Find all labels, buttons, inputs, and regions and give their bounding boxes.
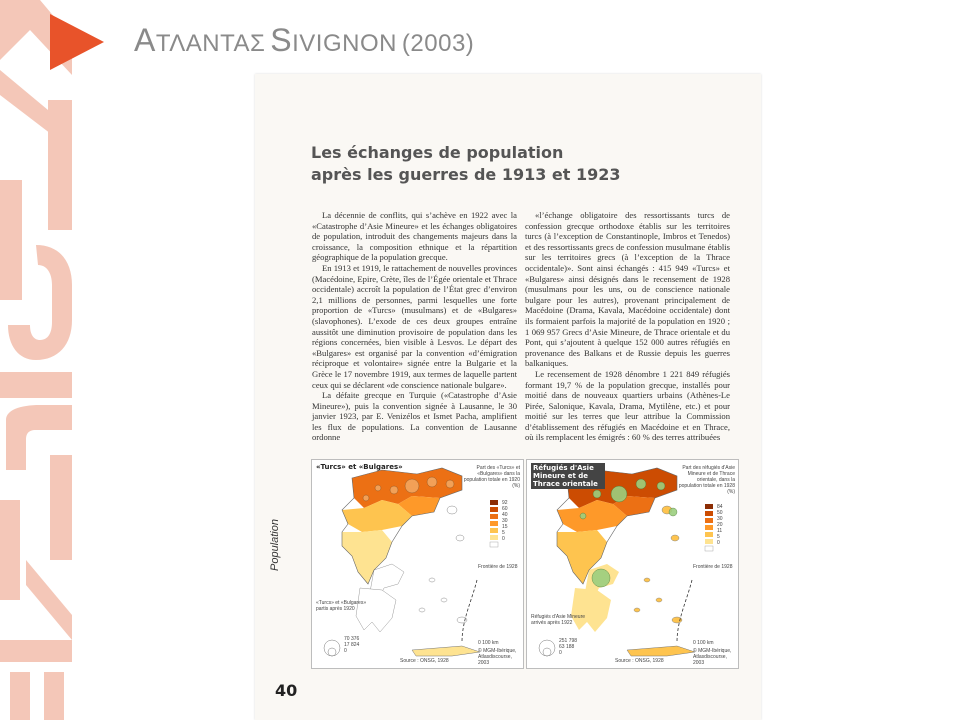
map-left-border-label: Frontière de 1928 bbox=[478, 564, 518, 570]
paragraph: La défaite grecque en Turquie («Catastrophe d’Asie Mineure»), puis la convention signée à Lausanne, le 30 janvier 1923, par E. Venizélos et Ismet Pacha, amplifient les flux de populations. La convention de Lausanne ordonne bbox=[312, 390, 517, 443]
circle-value: 17 824 bbox=[344, 642, 360, 648]
paragraph: Le recensement de 1928 dénombre 1 221 849 réfugiés formant 19,7 % de la population grecque, installés pour moitié dans de nouveaux quartiers urbains (Athènes-Le Pirée, Salonique, Kavala, Drama, Mytilène, etc.) et pour moitié sur les terres que leur attribue la Commission d’établissement des réfugiés en Macédoine et en Thrace, où ils remplacent les émigrés : 60 % des terres attribuées bbox=[525, 368, 730, 443]
legend-value: 60 bbox=[502, 506, 508, 512]
slide-title bbox=[134, 22, 474, 59]
text-column-left bbox=[312, 210, 517, 443]
legend-value: 20 bbox=[717, 522, 723, 528]
title-word-atlantas: ΤΛΑΝΤΑΣ bbox=[155, 30, 266, 57]
legend-value: 50 bbox=[717, 510, 723, 516]
page-heading-line-2: après les guerres de 1913 et 1923 bbox=[311, 165, 621, 184]
circle-value: 0 bbox=[344, 648, 347, 654]
legend-value: 40 bbox=[502, 512, 508, 518]
paragraph: En 1913 et 1919, le rattachement de nouvelles provinces (Macédoine, Epire, Crète, îles de l’Égée orientale et Thrace occidentale) accroît la population de l’État grec d’environ 2,1 millions de personnes, parmi lesquelles une forte proportion de «Turcs» (musulmans) et de «Bulgares» (slavophones). L’exode de ces deux groupes entraîne aussitôt une diminution provisoire de population dans les régions concernées, bien visible à Lesvos. Le départ des «Bulgares» est organisé par la convention «d’émigration réciproque et volontaire» signée entre la Bulgarie et la Grèce le 17 novembre 1919, aux termes de laquelle partent ceux qui se déclarent «de conscience nationale bulgare». bbox=[312, 262, 517, 390]
legend-value: 0 bbox=[502, 536, 505, 542]
legend-value: 15 bbox=[502, 524, 508, 530]
map-right-circle-legend-title: Réfugiés d'Asie Mineure arrivés après 1922 bbox=[531, 614, 586, 626]
decorative-letters-stripe bbox=[0, 0, 72, 720]
page-number: 40 bbox=[275, 681, 298, 700]
map-refugies-asie-mineure bbox=[526, 459, 739, 669]
page-heading-line-1: Les échanges de population bbox=[311, 143, 564, 162]
legend-value: 30 bbox=[502, 518, 508, 524]
title-year: (2003) bbox=[401, 30, 475, 57]
legend-value: 30 bbox=[717, 516, 723, 522]
title-initial-s: S bbox=[270, 22, 293, 58]
map-right-legend-title: Part des réfugiés d'Asie Mineure et de Thrace orientale, dans la population totale en 1928 (%) bbox=[678, 465, 735, 495]
map-left-legend-title: Part des «Turcs» et «Bulgares» dans la population totale en 1920 (%) bbox=[463, 465, 520, 489]
circle-value: 63 188 bbox=[559, 644, 575, 650]
title-word-sivignon: IVIGNON bbox=[292, 30, 397, 57]
map-right-legend-values bbox=[717, 504, 735, 546]
legend-value: 84 bbox=[717, 504, 723, 510]
legend-value: 11 bbox=[717, 528, 723, 534]
legend-value: 0 bbox=[717, 540, 720, 546]
legend-value: 5 bbox=[502, 530, 505, 536]
legend-swatches-right bbox=[705, 504, 713, 551]
page-heading bbox=[311, 142, 731, 186]
atlas-page-scan bbox=[255, 74, 761, 720]
legend-value: 92 bbox=[502, 500, 508, 506]
play-arrow-icon bbox=[50, 14, 104, 70]
map-right-credit: © MGM-Ibérique, Atlasdiscourse, 2003 bbox=[693, 648, 732, 666]
circle-value: 251 798 bbox=[559, 638, 578, 644]
map-right-title: Réfugiés d'Asie Mineure et de Thrace orientale bbox=[531, 463, 605, 489]
section-side-label: Population bbox=[269, 519, 281, 571]
map-left-circle-legend-title: «Turcs» et «Bulgares» partis après 1920 bbox=[316, 600, 367, 612]
map-right-scale: 0 100 km bbox=[693, 640, 714, 646]
map-turcs-bulgares bbox=[311, 459, 524, 669]
map-right-source: Source : ONSG, 1928 bbox=[615, 658, 664, 664]
map-left-credit: © MGM-Ibérique, Atlasdiscourse, 2003 bbox=[478, 648, 517, 666]
legend-value: 5 bbox=[717, 534, 720, 540]
legend-swatches-left bbox=[490, 500, 498, 547]
text-column-right bbox=[525, 210, 730, 443]
map-left-scale: 0 100 km bbox=[478, 640, 499, 646]
map-right-border-label: Frontière de 1928 bbox=[693, 564, 733, 570]
map-left-legend-values bbox=[502, 500, 520, 542]
circle-value: 70 376 bbox=[344, 636, 360, 642]
map-right-circle-values bbox=[559, 638, 589, 656]
paragraph: La décennie de conflits, qui s’achève en 1922 avec la «Catastrophe d’Asie Mineure» et les échanges obligatoires de population, introduit des changements majeurs dans la croissance, la composition ethnique et la répartition géographique de la population grecque. bbox=[312, 210, 517, 263]
paragraph: «l’échange obligatoire des ressortissants turcs de confession grecque orthodoxe établis sur les territoires turcs (à l’exception de Constantinople, Imbros et Tenedos) et des ressortissants grecs de confession musulmane établis sur les territoires grecs (à l’exception de la Thrace occidentale)». Sont ainsi échangés : 415 949 «Turcs» et «Bulgares» ainsi désignés dans le recensement de 1928 (musulmans pour les uns, ou de conscience nationale bulgare pour les autres), provenant principalement de Macédoine (Drama, Kavala, Macédoine occidentale) dont ils formaient parfois la majorité de la population en 1920 ; 1 069 957 Grecs d’Asie Mineure, de Thrace orientale et du Pont, qui s’ajoutent à quelque 152 000 autres réfugiés en provenance des Balkans et de Russie depuis les guerres balkaniques. bbox=[525, 210, 730, 369]
map-left-source: Source : ONSG, 1928 bbox=[400, 658, 449, 664]
circle-value: 0 bbox=[559, 650, 562, 656]
title-initial-a: Α bbox=[134, 22, 156, 58]
map-left-circle-values bbox=[344, 636, 374, 654]
map-left-title: «Turcs» et «Bulgares» bbox=[316, 463, 403, 471]
